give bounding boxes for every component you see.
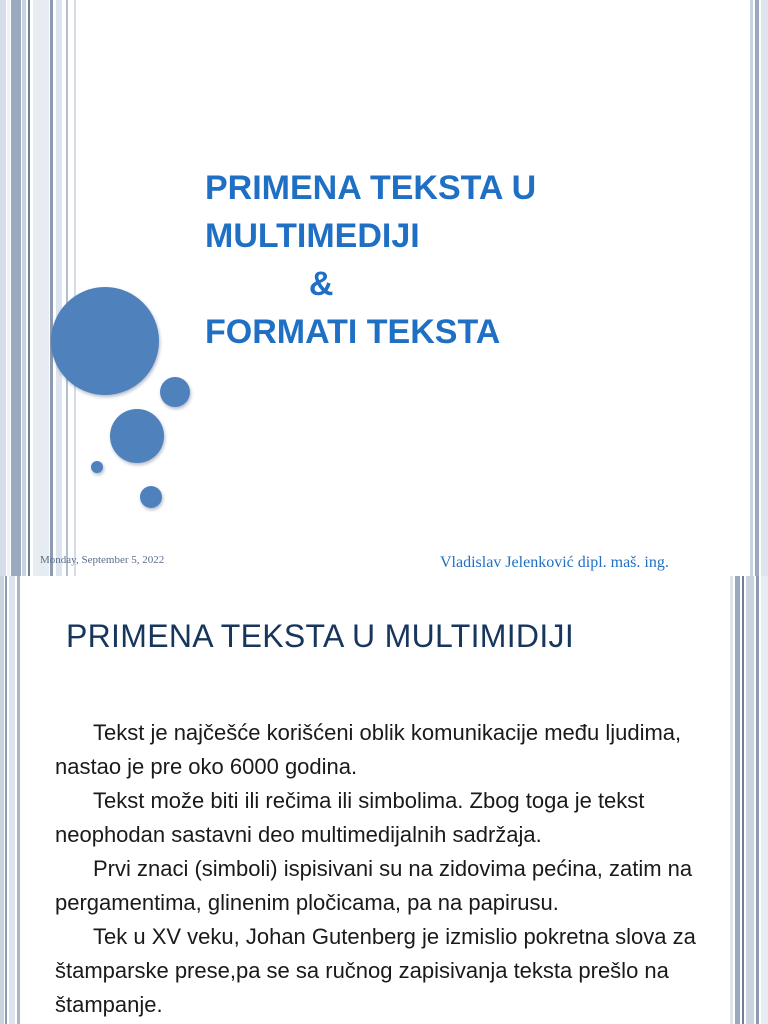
slide-author: Vladislav Jelenković dipl. maš. ing. — [440, 554, 669, 571]
small-circle-decoration — [160, 377, 190, 407]
right-decorative-stripes — [750, 0, 768, 576]
slide-title — [205, 164, 725, 356]
title-line: MULTIMEDIJI — [205, 217, 420, 255]
large-circle-decoration — [51, 287, 159, 395]
left-decorative-stripes — [0, 576, 24, 1024]
content-slide — [0, 576, 768, 1024]
right-decorative-stripes — [730, 576, 768, 1024]
slide-heading: PRIMENA TEKSTA U MULTIMIDIJI — [66, 618, 575, 654]
body-paragraph: Tekst može biti ili rečima ili simbolima. Zbog toga je tekst neophodan sastavni deo multimedijalnih sadržaja. — [55, 788, 645, 847]
body-paragraph: Prvi znaci (simboli) ispisivani su na zidovima pećina, zatim na pergamentima, glinenim pločicama, pa na papirusu. — [55, 856, 693, 915]
slide-date: Monday, September 5, 2022 — [40, 554, 165, 566]
title-line: FORMATI TEKSTA — [205, 313, 501, 351]
medium-circle-decoration — [110, 409, 164, 463]
slide-body — [55, 716, 705, 1022]
body-paragraph: Tek u XV veku, Johan Gutenberg je izmislio pokretna slova za štamparske prese,pa se sa ručnog zapisivanja teksta prešlo na štampanje. — [55, 924, 696, 1017]
title-line: PRIMENA TEKSTA U — [205, 169, 537, 207]
left-decorative-stripes — [0, 0, 78, 576]
body-paragraph: Tekst je najčešće korišćeni oblik komunikacije među ljudima, nastao je pre oko 6000 godina. — [55, 720, 682, 779]
small-circle-decoration — [140, 486, 162, 508]
title-line: & — [205, 265, 334, 303]
tiny-circle-decoration — [91, 461, 103, 473]
